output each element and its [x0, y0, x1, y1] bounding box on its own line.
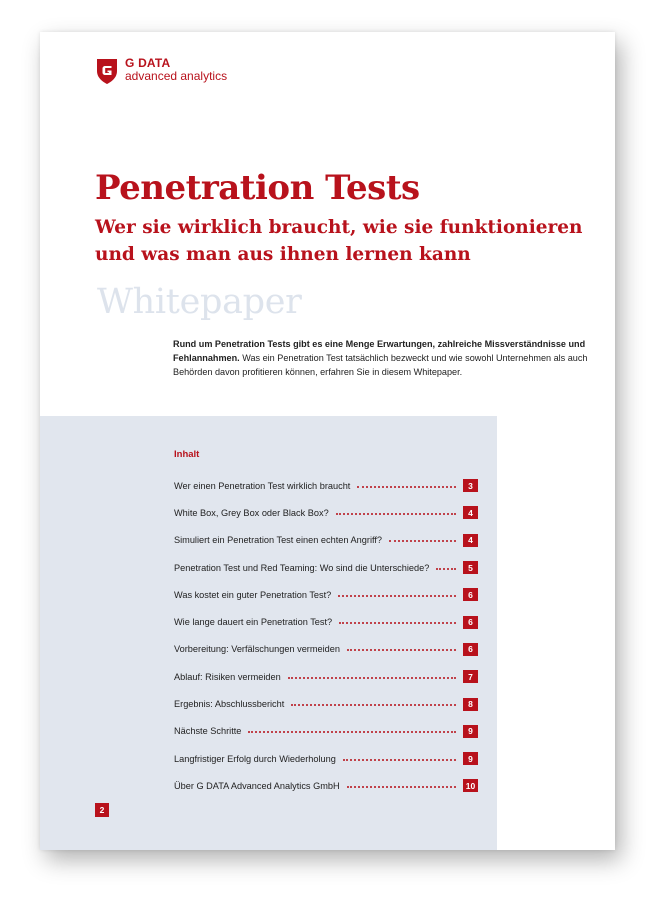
- toc-dot-leader: [248, 731, 456, 733]
- logo-subtitle-text: advanced analytics: [125, 69, 228, 83]
- toc-entry-label: Nächste Schritte: [174, 726, 242, 737]
- document-page: [40, 32, 615, 850]
- table-of-contents: [40, 416, 497, 850]
- toc-entry-label: Über G DATA Advanced Analytics GmbH: [174, 780, 340, 791]
- intro-regular-text: Was ein Penetration Test tatsächlich bezweckt und wie sowohl Unternehmen als auch Behörden davon profitieren können, erfahren Sie in diesem Whitepaper.: [173, 353, 588, 377]
- toc-entry-label: Penetration Test und Red Teaming: Wo sind die Unterschiede?: [174, 562, 430, 573]
- whitepaper-watermark: Whitepaper: [97, 282, 302, 322]
- toc-entry[interactable]: [174, 527, 478, 554]
- toc-page-number: 8: [463, 698, 478, 711]
- toc-entry[interactable]: [174, 772, 478, 799]
- toc-page-number: 10: [463, 779, 478, 792]
- toc-dot-leader: [339, 622, 456, 624]
- toc-page-number: 3: [463, 479, 478, 492]
- toc-page-number: 6: [463, 588, 478, 601]
- toc-dot-leader: [357, 486, 456, 488]
- toc-dot-leader: [288, 677, 456, 679]
- toc-entry[interactable]: [174, 554, 478, 581]
- subtitle-line-1: Wer sie wirklich braucht, wie sie funktionieren: [95, 217, 583, 238]
- toc-heading: Inhalt: [174, 449, 200, 460]
- toc-entry[interactable]: [174, 663, 478, 690]
- toc-entry[interactable]: [174, 581, 478, 608]
- intro-bold-text: Rund um Penetration Tests gibt es eine Menge Erwartungen, zahlreiche Missverständnisse und Fehlannahmen.: [173, 339, 586, 363]
- logo-brand-text: G DATA: [125, 56, 171, 70]
- toc-entry-label: Wie lange dauert ein Penetration Test?: [174, 617, 333, 628]
- toc-page-number: 4: [463, 534, 478, 547]
- toc-entry-label: Ergebnis: Abschlussbericht: [174, 699, 285, 710]
- toc-page-number: 7: [463, 670, 478, 683]
- toc-dot-leader: [291, 704, 456, 706]
- toc-entry-label: Wer einen Penetration Test wirklich braucht: [174, 480, 351, 491]
- toc-page-number: 6: [463, 643, 478, 656]
- toc-dot-leader: [343, 759, 456, 761]
- toc-list: [174, 472, 478, 800]
- toc-entry[interactable]: [174, 718, 478, 745]
- toc-dot-leader: [347, 786, 456, 788]
- document-title: Penetration Tests: [95, 168, 420, 208]
- toc-entry[interactable]: [174, 745, 478, 772]
- toc-entry[interactable]: [174, 472, 478, 499]
- g-data-shield-icon: [95, 57, 119, 85]
- toc-page-number: 5: [463, 561, 478, 574]
- toc-page-number: 6: [463, 616, 478, 629]
- subtitle-line-2: und was man aus ihnen lernen kann: [95, 244, 471, 265]
- toc-entry-label: Simuliert ein Penetration Test einen echten Angriff?: [174, 535, 383, 546]
- toc-dot-leader: [347, 649, 456, 651]
- toc-entry[interactable]: [174, 690, 478, 717]
- page-number-badge: 2: [95, 803, 109, 817]
- toc-dot-leader: [338, 595, 456, 597]
- toc-entry[interactable]: [174, 499, 478, 526]
- toc-dot-leader: [336, 513, 456, 515]
- toc-page-number: 9: [463, 752, 478, 765]
- toc-entry-label: Vorbereitung: Verfälschungen vermeiden: [174, 644, 340, 655]
- toc-dot-leader: [389, 540, 456, 542]
- toc-dot-leader: [436, 568, 456, 570]
- toc-entry-label: Langfristiger Erfolg durch Wiederholung: [174, 753, 336, 764]
- intro-paragraph: [173, 337, 593, 379]
- toc-entry[interactable]: [174, 608, 478, 635]
- toc-page-number: 9: [463, 725, 478, 738]
- toc-page-number: 4: [463, 506, 478, 519]
- toc-entry-label: White Box, Grey Box oder Black Box?: [174, 507, 329, 518]
- toc-entry-label: Was kostet ein guter Penetration Test?: [174, 589, 332, 600]
- document-subtitle: [95, 214, 583, 268]
- toc-entry-label: Ablauf: Risiken vermeiden: [174, 671, 281, 682]
- toc-entry[interactable]: [174, 636, 478, 663]
